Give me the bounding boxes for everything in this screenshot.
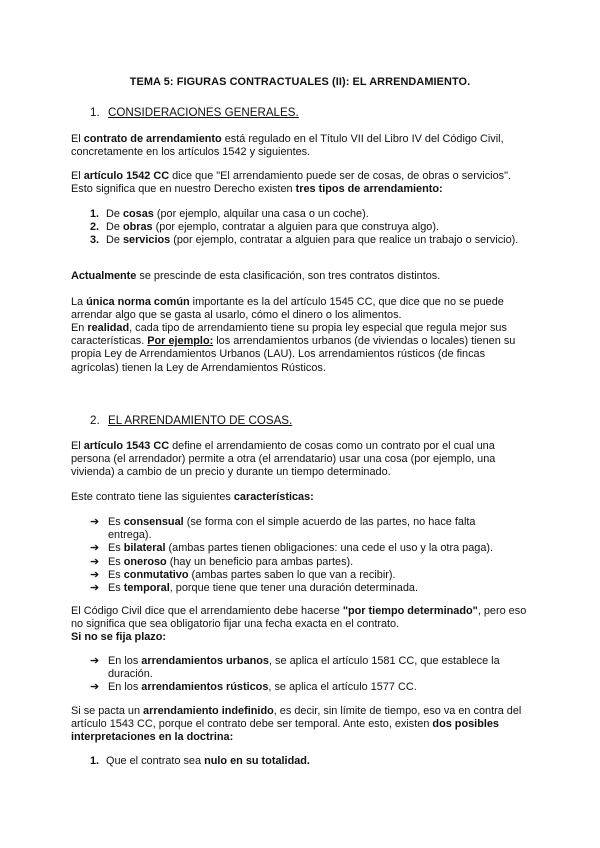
arrow-bullet-icon: ➔: [90, 516, 100, 528]
bold-term: tres tipos de arrendamiento:: [295, 183, 443, 196]
bold-term: arrendamientos urbanos: [141, 655, 269, 667]
text-run: (ambas partes saben lo que van a recibir).: [188, 568, 396, 581]
list-item: [90, 542, 520, 555]
bold-term: temporal: [123, 582, 170, 595]
text-run: El: [71, 133, 84, 145]
text-run: dice que "El arrendamiento puede ser de cosas, de obras o servicios". Esto significa que en nuestro Derecho existen: [71, 170, 511, 196]
list-item: [90, 234, 520, 247]
list-item: [90, 516, 520, 542]
bold-term: nulo en su totalidad.: [204, 755, 310, 767]
text-run: Es: [108, 516, 124, 528]
s1-paragraph-2: [71, 170, 531, 196]
list-item: [90, 221, 520, 234]
text-run: (hay un beneficio para ambas partes).: [166, 555, 354, 568]
list-item: [90, 582, 520, 595]
text-run: (se forma con el simple acuerdo de las partes, no hace falta entrega).: [108, 516, 476, 542]
arrow-bullet-icon: ➔: [90, 555, 100, 568]
list-number: 2.: [90, 221, 100, 234]
arrow-bullet-icon: ➔: [90, 681, 100, 694]
text-run: , es decir, sin límite de tiempo, eso va en contra del artículo 1543 CC, porque el contrato debe ser temporal. Ante esto, existen: [71, 705, 522, 731]
section-2-heading: [90, 414, 292, 427]
text-run: (por ejemplo, alquilar una casa o un coche).: [153, 208, 369, 220]
s1-paragraph-3: [71, 270, 531, 283]
text-run: (ambas partes tienen obligaciones: una cede el uso y la otra paga).: [165, 542, 494, 555]
list-number: 1.: [90, 755, 100, 767]
text-run: En: [71, 322, 88, 334]
bold-term: características:: [233, 491, 314, 503]
bold-term: consensual: [123, 516, 184, 528]
list-item: [90, 556, 520, 569]
text-run: El Código Civil dice que el arrendamiento debe hacerse: [71, 605, 343, 617]
interpretations-list: [90, 755, 520, 768]
bold-term: única norma común: [86, 296, 190, 308]
bold-term: artículo 1543 CC: [83, 440, 170, 452]
text-run: , se aplica el artículo 1577 CC.: [268, 681, 417, 694]
arrow-bullet-icon: ➔: [90, 655, 100, 667]
text-run: , pero eso no significa que sea obligatorio fijar una fecha exacta en el contrato.: [71, 605, 527, 631]
text-run: Es: [108, 582, 124, 595]
text-run: define el arrendamiento de cosas como un contrato por el cual una persona (el arrendador) permite a otra (el arrendatario) usar una cosa (por ejemplo, una vivienda) a cambio de un precio y durante un tiempo determinado.: [71, 440, 496, 479]
list-item: [90, 208, 520, 221]
section-2-heading-text: EL ARRENDAMIENTO DE COSAS.: [108, 414, 293, 427]
bold-term: arrendamientos rústicos: [141, 681, 269, 694]
text-run: De: [106, 221, 123, 234]
text-run: , se aplica el artículo 1581 CC, que establece la duración.: [108, 655, 500, 681]
text-run: importante es la del artículo 1545 CC, que dice que no se puede arrendar algo que se gasta al usarlo, cómo el dinero o los alimentos.: [71, 296, 504, 322]
s2-paragraph-1: [71, 440, 531, 480]
text-run: está regulado en el Título VII del Libro IV del Código Civil, concretamente en los artículos 1542 y siguientes.: [71, 133, 504, 159]
bold-term: realidad: [87, 322, 130, 334]
text-run: En los: [108, 681, 142, 694]
text-run: Es: [108, 555, 124, 568]
text-run: De: [106, 234, 123, 247]
section-1-number: 1.: [90, 106, 100, 119]
list-item: [90, 755, 520, 768]
bold-term: Actualmente: [71, 270, 137, 282]
list-item: [90, 681, 520, 694]
list-item: [90, 655, 520, 681]
s2-paragraph-2: [71, 491, 531, 504]
types-list: [90, 208, 520, 248]
text-run: La: [71, 296, 87, 308]
s1-paragraph-4: [71, 296, 531, 322]
text-run: se prescinde de esta clasificación, son tres contratos distintos.: [136, 270, 441, 282]
text-run: Si se pacta un: [71, 705, 144, 717]
underlined-term: Por ejemplo:: [147, 335, 214, 348]
text-run: El: [71, 170, 84, 182]
bold-term: obras: [122, 221, 153, 234]
list-number: 1.: [90, 208, 100, 220]
bold-term: oneroso: [123, 555, 167, 568]
text-run: Que el contrato sea: [106, 755, 205, 767]
text-run: los arrendamientos urbanos (de viviendas o locales) tienen su propia Ley de Arrendamientos Urbanos (LAU). Los arrendamientos rústicos (de fincas agrícolas) tienen la Ley de Arrendamientos Rústicos.: [71, 335, 516, 374]
s1-paragraph-5: [71, 322, 531, 375]
text-run: De: [106, 208, 123, 220]
bold-term: Si no se fija plazo:: [71, 631, 167, 644]
s2-paragraph-4: [71, 705, 531, 745]
text-run: (por ejemplo, contratar a alguien para que realice un trabajo o servicio).: [170, 234, 519, 247]
section-1-heading-text: CONSIDERACIONES GENERALES.: [108, 106, 299, 119]
arrow-bullet-icon: ➔: [90, 582, 100, 595]
text-run: Es: [108, 542, 124, 555]
bold-term: servicios: [122, 234, 171, 247]
bold-term: artículo 1542 CC: [83, 170, 170, 182]
bold-term: bilateral: [123, 542, 166, 555]
bold-term: arrendamiento indefinido: [143, 705, 274, 717]
text-run: En los: [108, 655, 142, 667]
text-run: El: [71, 440, 84, 452]
bold-term: "por tiempo determinado": [342, 605, 478, 617]
features-list: [90, 516, 520, 595]
list-number: 3.: [90, 234, 100, 247]
text-run: Este contrato tiene las siguientes: [71, 491, 234, 503]
s1-paragraph-1: [71, 133, 531, 159]
list-item: [90, 569, 520, 582]
text-run: Es: [108, 568, 124, 581]
section-2-number: 2.: [90, 414, 100, 427]
section-1-heading: [90, 106, 299, 119]
s2-paragraph-3: [71, 605, 531, 645]
document-title: TEMA 5: FIGURAS CONTRACTUALES (II): EL ARRENDAMIENTO.: [129, 76, 471, 88]
bold-term: conmutativo: [123, 568, 189, 581]
arrow-bullet-icon: ➔: [90, 568, 100, 581]
text-run: , porque tiene que tener una duración determinada.: [169, 582, 418, 595]
bold-term: dos posibles interpretaciones en la doctrina:: [71, 718, 499, 744]
plazo-list: [90, 655, 520, 695]
text-run: (por ejemplo, contratar a alguien para que construya algo).: [152, 221, 439, 234]
bold-term: cosas: [122, 208, 154, 220]
arrow-bullet-icon: ➔: [90, 542, 100, 555]
bold-term: contrato de arrendamiento: [83, 133, 222, 145]
text-run: , cada tipo de arrendamiento tiene su propia ley especial que regula mejor sus características.: [71, 322, 507, 348]
